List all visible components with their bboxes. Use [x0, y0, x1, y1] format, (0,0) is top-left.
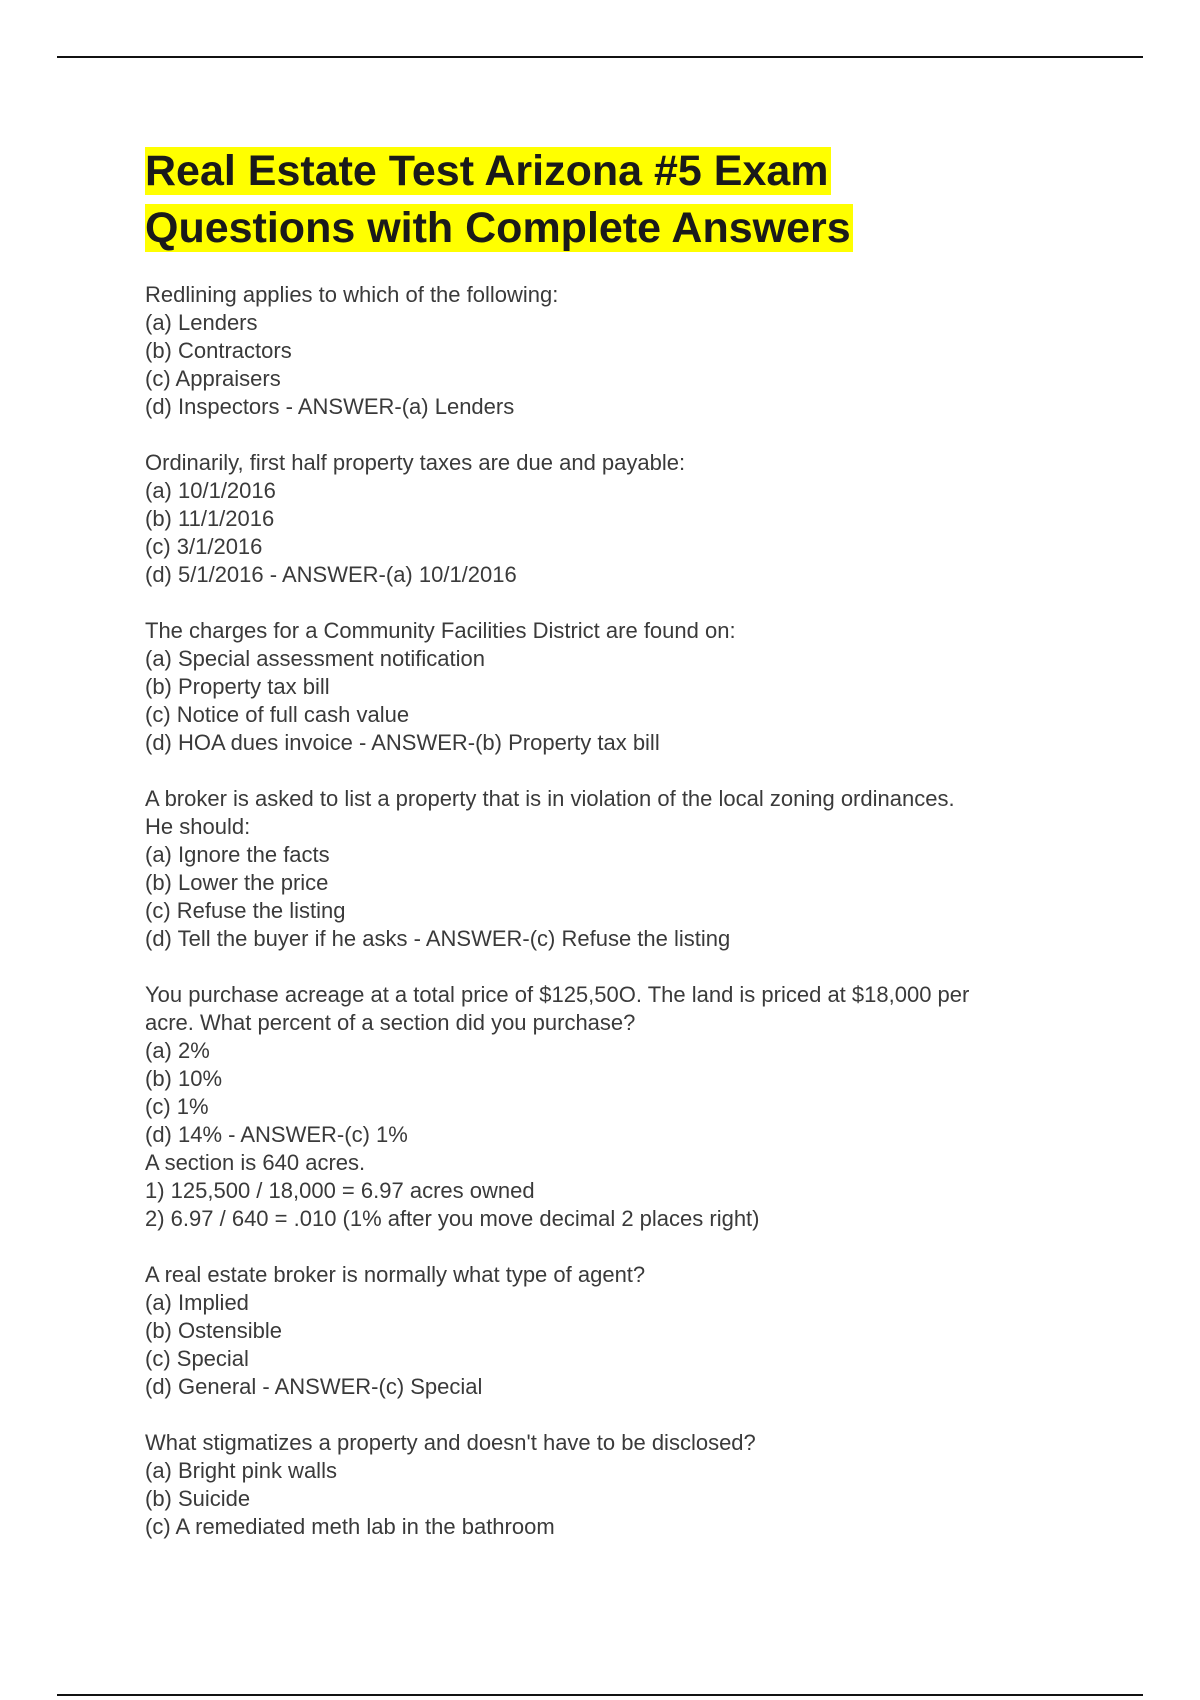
- question-block: [145, 281, 1075, 421]
- question-line: 2) 6.97 / 640 = .010 (1% after you move decimal 2 places right): [145, 1206, 760, 1231]
- question-line: (c) 1%: [145, 1094, 209, 1119]
- question-text: Redlining applies to which of the following:: [145, 282, 559, 307]
- question-line: (a) 2%: [145, 1038, 210, 1063]
- question-text: The charges for a Community Facilities District are found on:: [145, 618, 736, 643]
- question-line: (b) 10%: [145, 1066, 223, 1091]
- question-block: [145, 449, 1075, 589]
- question-line: (c) Appraisers: [145, 366, 281, 391]
- question-line: (b) Ostensible: [145, 1318, 282, 1343]
- question-line: He should:: [145, 814, 251, 839]
- question-line: (d) Inspectors - ANSWER-(a) Lenders: [145, 394, 515, 419]
- question-line: 1) 125,500 / 18,000 = 6.97 acres owned: [145, 1178, 535, 1203]
- document-title-line-2: Questions with Complete Answers: [145, 204, 851, 252]
- question-block: [145, 1429, 1075, 1541]
- question-text: You purchase acreage at a total price of $125,50O. The land is priced at $18,000 per: [145, 982, 970, 1007]
- question-block: [145, 617, 1075, 757]
- question-line: (c) Notice of full cash value: [145, 702, 410, 727]
- question-line: A section is 640 acres.: [145, 1150, 366, 1175]
- question-list: [145, 281, 1075, 1541]
- question-line: (d) Tell the buyer if he asks - ANSWER-(c) Refuse the listing: [145, 926, 731, 951]
- question-line: (c) 3/1/2016: [145, 534, 263, 559]
- question-line: (a) Lenders: [145, 310, 258, 335]
- question-line: (a) Bright pink walls: [145, 1458, 337, 1483]
- question-block: [145, 1261, 1075, 1401]
- question-line: (c) Refuse the listing: [145, 898, 346, 923]
- document-title: [145, 143, 1075, 257]
- question-line: (a) Special assessment notification: [145, 646, 485, 671]
- question-line: (b) Property tax bill: [145, 674, 330, 699]
- question-line: (d) General - ANSWER-(c) Special: [145, 1374, 483, 1399]
- question-text: What stigmatizes a property and doesn't have to be disclosed?: [145, 1430, 756, 1455]
- question-block: [145, 785, 1075, 953]
- question-line: acre. What percent of a section did you purchase?: [145, 1010, 636, 1035]
- question-text: Ordinarily, first half property taxes are due and payable:: [145, 450, 686, 475]
- question-line: (c) A remediated meth lab in the bathroom: [145, 1514, 555, 1539]
- question-line: (b) 11/1/2016: [145, 506, 275, 531]
- question-line: (d) 14% - ANSWER-(c) 1%: [145, 1122, 408, 1147]
- question-line: (a) Ignore the facts: [145, 842, 330, 867]
- question-text: A real estate broker is normally what type of agent?: [145, 1262, 646, 1287]
- question-line: (c) Special: [145, 1346, 249, 1371]
- question-text: A broker is asked to list a property that is in violation of the local zoning ordinances.: [145, 786, 955, 811]
- document-title-line-1: Real Estate Test Arizona #5 Exam: [145, 147, 829, 195]
- question-line: (b) Lower the price: [145, 870, 329, 895]
- question-line: (b) Contractors: [145, 338, 292, 363]
- top-rule: [57, 56, 1143, 58]
- question-line: (b) Suicide: [145, 1486, 251, 1511]
- question-block: [145, 981, 1075, 1233]
- question-line: (d) HOA dues invoice - ANSWER-(b) Property tax bill: [145, 730, 660, 755]
- question-line: (a) 10/1/2016: [145, 478, 276, 503]
- bottom-rule: [57, 1694, 1143, 1696]
- document-body: [145, 143, 1075, 1569]
- question-line: (a) Implied: [145, 1290, 249, 1315]
- question-line: (d) 5/1/2016 - ANSWER-(a) 10/1/2016: [145, 562, 517, 587]
